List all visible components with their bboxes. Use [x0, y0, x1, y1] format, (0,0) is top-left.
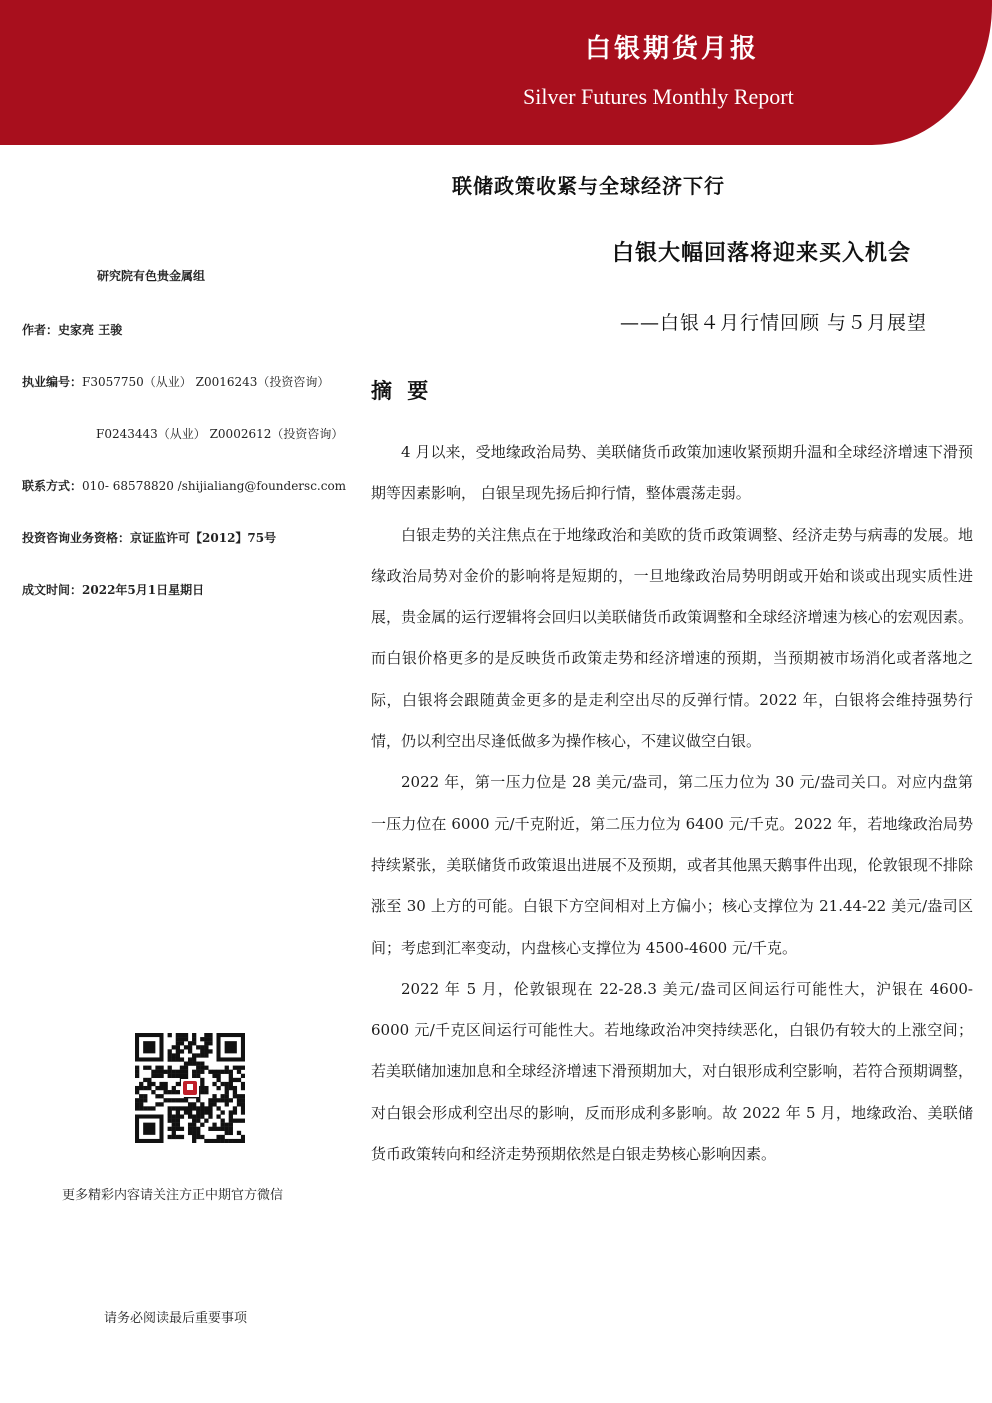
headline-1: 联储政策收紧与全球经济下行 — [452, 174, 725, 198]
contact-info — [22, 477, 346, 494]
qualification-label: 投资咨询业务资格： — [22, 531, 131, 545]
summary-paragraph: 2022 年 5 月，伦敦银现在 22-28.3 美元/盎司区间运行可能性大，沪银在 4600-6000 元/千克区间运行可能性大。若地缘政治冲突持续恶化，白银仍有较大的上涨空间；若美联储加速加息和全球经济增速下滑预期加大，对白银形成利空影响，若符合预期调整，对白银会形成利空出尽的影响，反而形成利多影响。故 2022 年 5 月，地缘政治、美联储货币政策转向和经济走势预期依然是白银走势核心影响因素。 — [371, 979, 973, 1164]
author-label: 作者： — [22, 323, 59, 337]
author-info — [22, 321, 122, 338]
summary-paragraph: 白银走势的关注焦点在于地缘政治和美欧的货币政策调整、经济走势与病毒的发展。地缘政治局势对金价的影响将是短期的，一旦地缘政治局势明朗或开始和谈或出现实质性进展，贵金属的运行逻辑将会回归以美联储货币政策调整和全球经济增速为核心的宏观因素。而白银价格更多的是反映货币政策走势和经济增速的预期，当预期被市场消化或者落地之际，白银将会跟随黄金更多的是走利空出尽的反弹行情。2022 年，白银将会维持强势行情，仍以利空出尽逢低做多为操作核心，不建议做空白银。 — [371, 525, 973, 751]
qualification-value: 京证监许可【2012】75号 — [130, 531, 277, 545]
header-banner — [0, 0, 992, 145]
license-label: 执业编号： — [22, 375, 83, 389]
qr-caption: 更多精彩内容请关注方正中期官方微信 — [62, 1188, 284, 1203]
headline-subtitle: ——白银４月行情回顾 与５月展望 — [620, 312, 928, 334]
date-info — [22, 581, 204, 598]
summary-heading: 摘 要 — [371, 378, 433, 403]
date-value: 2022年5月1日星期日 — [82, 583, 205, 597]
summary-paragraph: 4 月以来，受地缘政治局势、美联储货币政策加速收紧预期升温和全球经济增速下滑预期等因素影响， 白银呈现先扬后抑行情，整体震荡走弱。 — [371, 443, 973, 503]
license-value-2: F0243443（从业） Z0002612（投资咨询） — [96, 427, 344, 441]
author-value: 史家亮 王骏 — [58, 323, 123, 337]
department: 研究院有色贵金属组 — [97, 269, 206, 283]
contact-value: 010- 68578820 /shijialiang@foundersc.com — [82, 479, 347, 493]
summary-paragraph: 2022 年，第一压力位是 28 美元/盎司，第二压力位为 30 元/盎司关口。对应内盘第一压力位在 6000 元/千克附近，第二压力位为 6400 元/千克。2022 年，若地缘政治局势持续紧张，美联储货币政策退出进展不及预期，或者其他黑天鹅事件出现，伦敦银现不排除涨至 30 上方的可能。白银下方空间相对上方偏小；核心支撑位为 21.44-22 美元/盎司区间；考虑到汇率变动，内盘核心支撑位为 4500-4600 元/千克。 — [371, 773, 973, 957]
date-label: 成文时间： — [22, 583, 83, 597]
license-info-2 — [96, 425, 343, 442]
report-title-cn: 白银期货月报 — [585, 34, 760, 64]
report-title-en: Silver Futures Monthly Report — [523, 84, 794, 109]
license-info — [22, 373, 329, 390]
headline-2: 白银大幅回落将迎来买入机会 — [612, 240, 912, 266]
wechat-qr-code — [135, 1033, 245, 1143]
disclaimer-note: 请务必阅读最后重要事项 — [104, 1311, 248, 1326]
summary-body — [371, 432, 973, 1175]
qualification-info — [22, 529, 276, 546]
license-value-1: F3057750（从业） Z0016243（投资咨询） — [82, 375, 330, 389]
contact-label: 联系方式： — [22, 479, 83, 493]
